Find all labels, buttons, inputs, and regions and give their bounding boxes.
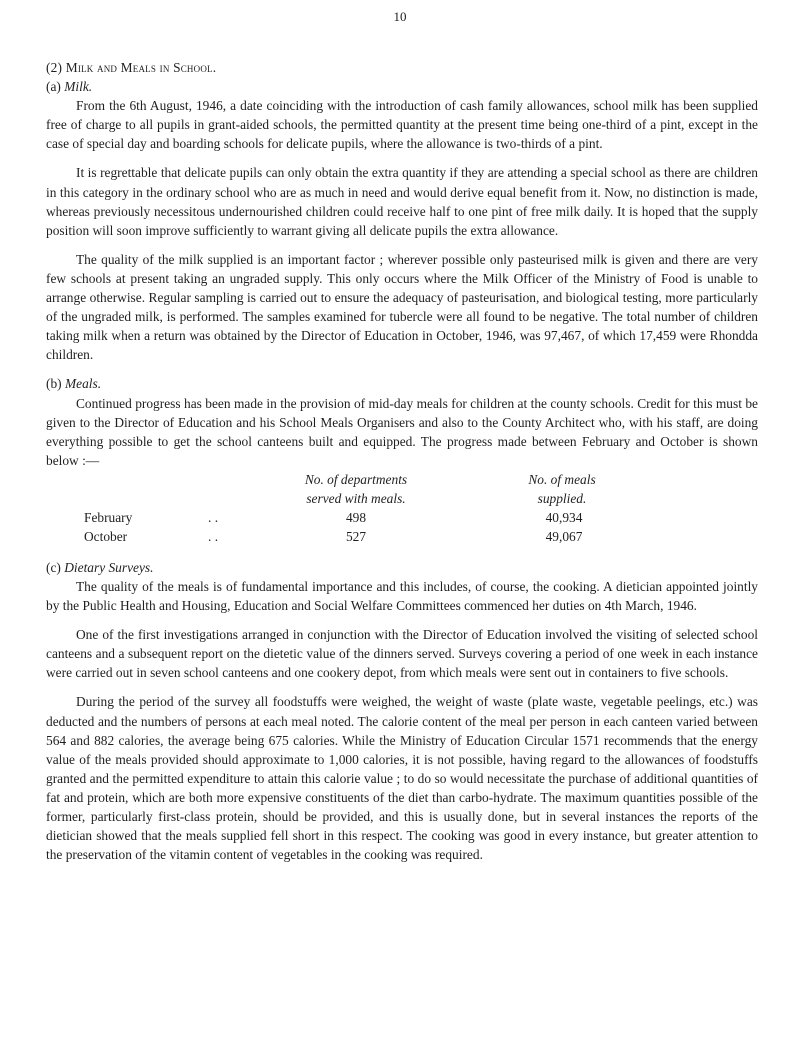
- table-header-departments-line2: served with meals.: [306, 490, 406, 506]
- section-title: Milk and Meals in School.: [65, 60, 217, 75]
- table-row-leader: . .: [208, 528, 219, 544]
- subsection-heading-dietary: [46, 558, 758, 577]
- subsection-title: Meals.: [64, 376, 102, 392]
- subsection-label: (a): [46, 79, 61, 95]
- table-row-meals: 49,067: [545, 528, 583, 544]
- section-heading: [46, 58, 758, 77]
- table-row-departments: 527: [345, 528, 367, 544]
- paragraph: The quality of the milk supplied is an important factor ; wherever possible only pasteurised milk is given and there are very few schools at present taking an ungraded supply. This only occurs where the Milk Officer of the Ministry of Food is unable to arrange otherwise. Regular sampling is carried out to ensure the adequacy of pasteurisation, and biological testing, more particularly of the ungraded milk, is performed. The samples examined for tubercle were all found to be negative. The total number of children taking milk when a return was obtained by the Director of Education in October, 1946, was 97,467, of which 17,459 were Rhondda children.: [46, 251, 758, 363]
- subsection-heading-meals: [46, 374, 758, 393]
- table-row-month: February: [84, 509, 133, 525]
- paragraph: From the 6th August, 1946, a date coinciding with the introduction of cash family allowances, school milk has been supplied free of charge to all pupils in grant-aided schools, the permitted quantity at the present time being one-third of a pint, except in the case of special day and boarding schools for delicate pupils, where the allowance is two-thirds of a pint.: [46, 98, 758, 152]
- paragraph: Continued progress has been made in the provision of mid-day meals for children at the county schools. Credit for this must be given to the Director of Education and his School Meals Organisers and also to the County Architect who, with his staff, are doing everything possible to get the school canteens built and equipped. The progress made between February and October is shown below :—: [46, 395, 758, 468]
- paragraph: One of the first investigations arranged in conjunction with the Director of Education involved the visiting of selected school canteens and a subsequent report on the dietetic value of the dinners served. Surveys covering a period of one week in each instance were carried out in seven school canteens and one cookery depot, from which meals were sent out in containers to five schools.: [46, 627, 758, 681]
- paragraph: During the period of the survey all foodstuffs were weighed, the weight of waste (plate waste, vegetable peelings, etc.) was deducted and the numbers of persons at each meal noted. The calorie content of the meal per person in each canteen varied between 564 and 882 calories, the average being 675 calories. While the Ministry of Education Circular 1571 recommends that the energy value of the meals provided should approximate to 1,000 calories, it is not possible, having regard to the allowances of foodstuffs granted and the permitted expenditure to attain this calorie value ; to do so would necessitate the purchase of additional quantities of fat and protein, which are both more expensive constituents of the diet than carbo-hydrate. The maximum quantities possible of the former, particularly first-class protein, should be provided, and this is usually done, but in several instances the reports of the dietician showed that the meals supplied fell short in this respect. The cooking was good in every instance, but greater attention to the preservation of the vitamin content of vegetables in the cooking was required.: [46, 694, 758, 863]
- subsection-title: Milk.: [64, 79, 93, 95]
- table-row-leader: . .: [208, 509, 219, 525]
- table-header-meals-line2: supplied.: [537, 490, 587, 506]
- subsection-label: (b): [46, 376, 62, 392]
- page-content: [46, 58, 758, 864]
- table-header-departments-line1: No. of departments: [304, 471, 408, 487]
- subsection-heading-milk: [46, 77, 758, 96]
- subsection-title: Dietary Surveys.: [64, 559, 154, 575]
- paragraph: It is regrettable that delicate pupils can only obtain the extra quantity if they are attending a special school as there are children in this category in the ordinary school who are as much in need and would derive equal benefit from it. Now, no distinction is made, whereas previously necessitous undernourished children could receive half to one pint of free milk daily. It is hoped that the supply position will soon improve sufficiently to warrant giving all delicate pupils the extra allowance.: [46, 165, 758, 238]
- table-row-meals: 40,934: [545, 509, 583, 525]
- subsection-label: (c): [46, 559, 61, 575]
- paragraph: The quality of the meals is of fundamental importance and this includes, of course, the cooking. A dietician appointed jointly by the Public Health and Housing, Education and Social Welfare Committees commenced her duties on 4th March, 1946.: [46, 578, 758, 614]
- table-row-month: October: [84, 528, 128, 544]
- table-header-meals-line1: No. of meals: [528, 471, 596, 487]
- meals-progress-table: [46, 470, 758, 548]
- page-number: 10: [393, 9, 407, 24]
- table-row-departments: 498: [345, 509, 367, 525]
- section-number: (2): [46, 60, 63, 75]
